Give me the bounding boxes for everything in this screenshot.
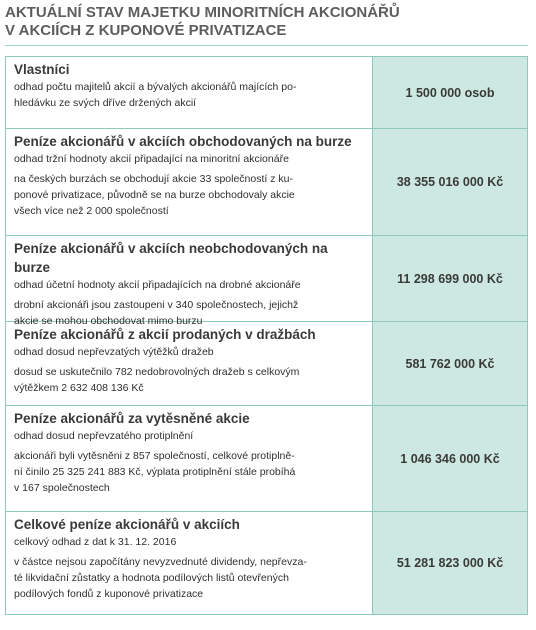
title-line-1: AKTUÁLNÍ STAV MAJETKU MINORITNÍCH AKCIONÁŘŮ: [5, 4, 400, 21]
row-heading: Peníze akcionářů z akcií prodaných v dražbách: [14, 327, 316, 342]
row-value: 1 500 000 osob: [373, 57, 527, 128]
row-heading: Peníze akcionářů v akciích neobchodovaných na burze: [14, 241, 328, 275]
row-text-line: odhad tržní hodnoty akcií připadající na minoritní akcionáře: [14, 153, 289, 165]
row-text-line: všech více než 2 000 společností: [14, 205, 169, 217]
row-value: 1 046 346 000 Kč: [373, 406, 527, 511]
table-row-owners: [6, 57, 527, 129]
row-text-line: odhad dosud nepřevzatého protiplnění: [14, 430, 194, 442]
title-line-2: V AKCIÍCH Z KUPONOVÉ PRIVATIZACE: [5, 22, 287, 39]
row-text-line: výtěžkem 2 632 408 136 Kč: [14, 382, 144, 394]
row-text-line: odhad počtu majitelů akcií a bývalých akcionářů majících po-: [14, 81, 297, 93]
page-title: [5, 4, 525, 40]
row-text-line: ponové privatizace, původně se na burze obchodovaly akcie: [14, 189, 295, 201]
row-description: [6, 236, 373, 327]
row-description: [6, 322, 373, 405]
row-description: [6, 129, 373, 235]
title-divider: [5, 45, 528, 46]
row-text-line: v 167 společnostech: [14, 482, 110, 494]
row-text-line: celkový odhad z dat k 31. 12. 2016: [14, 536, 177, 548]
row-text-line: té likvidační zůstatky a hodnota podílových listů otevřených: [14, 572, 289, 584]
row-text-line: podílových fondů z kuponové privatizace: [14, 588, 204, 600]
row-text-line: ní činilo 25 325 241 883 Kč, výplata protiplnění stále probíhá: [14, 466, 296, 478]
row-text-line: dosud se uskutečnilo 782 nedobrovolných dražeb s celkovým: [14, 366, 300, 378]
row-text-line: odhad dosud nepřevzatých výtěžků dražeb: [14, 346, 214, 358]
row-heading: Celkové peníze akcionářů v akciích: [14, 517, 240, 532]
table-row-auctions: [6, 322, 527, 406]
row-description: [6, 406, 373, 511]
row-value: 51 281 823 000 Kč: [373, 512, 527, 614]
table-row-untraded-shares: [6, 236, 527, 327]
row-text-line: drobní akcionáři jsou zastoupeni v 340 společnostech, jejichž: [14, 299, 299, 311]
row-value: 11 298 699 000 Kč: [373, 236, 527, 321]
assets-table: [5, 56, 528, 615]
row-heading: Vlastníci: [14, 62, 70, 77]
row-text-line: v částce nejsou započítány nevyzvednuté dividendy, nepřevza-: [14, 556, 307, 568]
table-row-total: [6, 512, 527, 614]
row-text-line: odhad účetní hodnoty akcií připadajících na drobné akcionáře: [14, 279, 301, 291]
row-heading: Peníze akcionářů za vytěsněné akcie: [14, 411, 250, 426]
row-text-line: hledávku ze svých dříve držených akcií: [14, 97, 197, 109]
table-row-traded-shares: [6, 129, 527, 236]
row-value: 38 355 016 000 Kč: [373, 129, 527, 235]
row-value: 581 762 000 Kč: [373, 322, 527, 405]
row-text-line: na českých burzách se obchodují akcie 33 společností z ku-: [14, 173, 293, 185]
row-description: [6, 512, 373, 614]
row-text-line: akcie se mohou obchodovat mimo burzu: [14, 315, 203, 327]
table-row-squeeze-out: [6, 406, 527, 512]
row-heading: Peníze akcionářů v akciích obchodovaných na burze: [14, 134, 352, 149]
row-description: [6, 57, 373, 128]
row-text-line: akcionáři byli vytěsněni z 857 společností, celkové protiplně-: [14, 450, 295, 462]
